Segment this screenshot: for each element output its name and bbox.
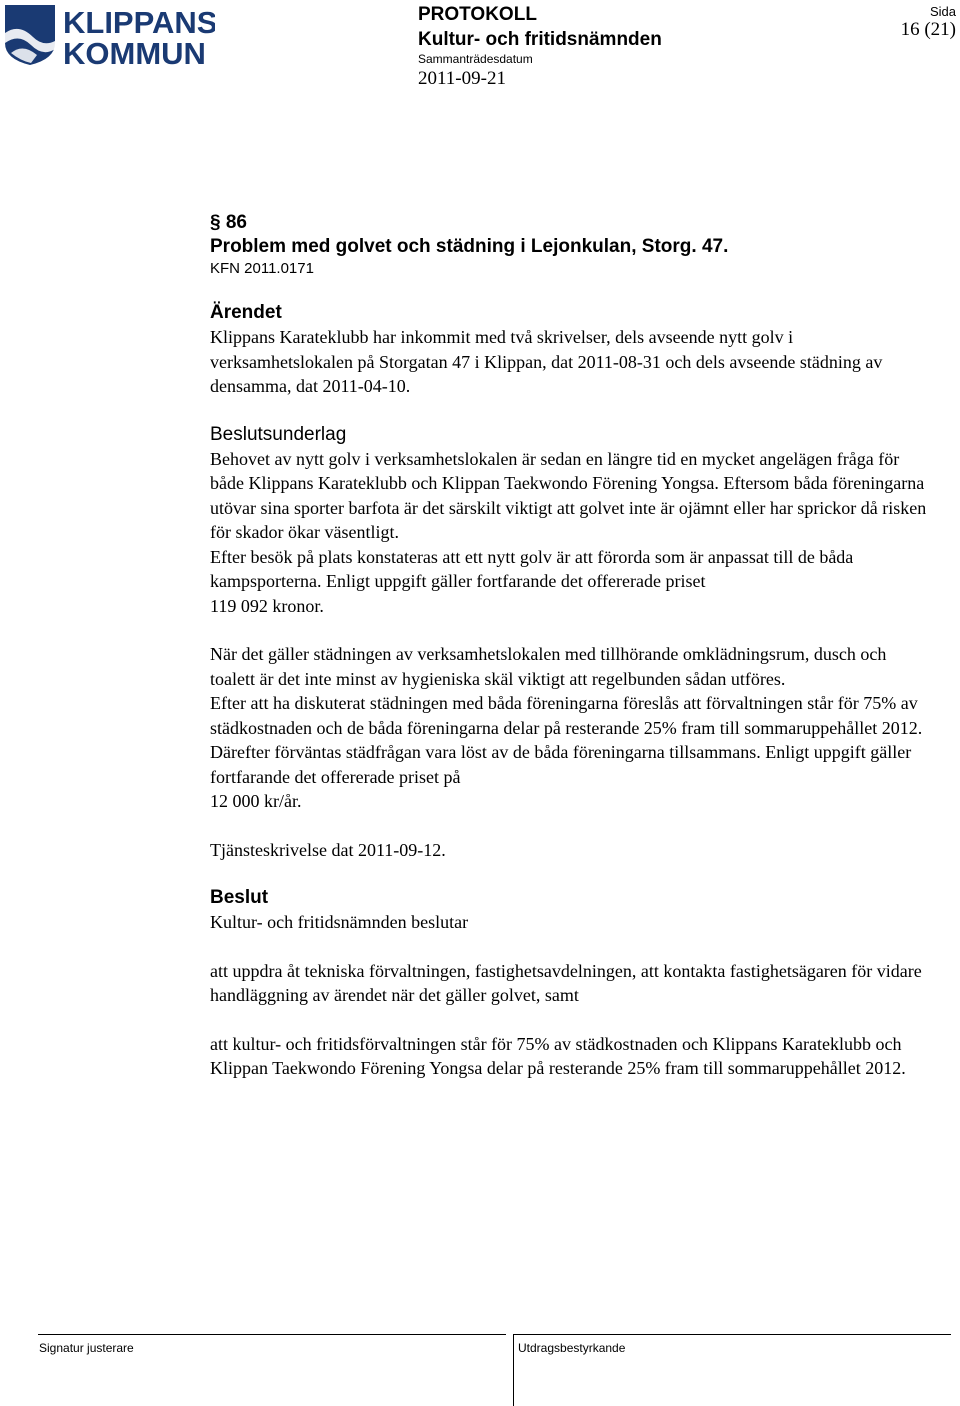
- cleaning-price: 12 000 kr/år.: [210, 791, 302, 811]
- beslut-heading: Beslut: [210, 887, 269, 908]
- item-title: Problem med golvet och städning i Lejonkulan, Storg. 47.: [210, 236, 729, 257]
- signature-line-right: [513, 1334, 951, 1335]
- logo-text-line2: KOMMUN: [63, 36, 206, 67]
- beslutsunderlag-paragraph-2: Efter besök på plats konstateras att ett nytt golv är att förorda som är anpassat till de båda kampsporterna. Enligt uppgift gäller fortfarande det offererade priset: [210, 546, 854, 591]
- signature-line-left: [38, 1334, 506, 1335]
- cleaning-paragraph-1: När det gäller städningen av verksamhetslokalen med tillhörande omklädningsrum, dusch och toalett är det inte minst av hygieniska skäl viktigt att regelbunden sådan utföres.: [210, 644, 887, 689]
- beslutsunderlag-heading: Beslutsunderlag: [210, 423, 347, 445]
- decision-2: att kultur- och fritidsförvaltningen står för 75% av städkostnaden och Klippans Karateklubb och Klippan Taekwondo Förening Yongsa delar på resterande 25% fram till sommaruppehållet 2012.: [210, 1033, 906, 1078]
- beslut-intro: Kultur- och fritidsnämnden beslutar: [210, 912, 469, 932]
- page-number: 16 (21): [900, 19, 956, 40]
- minutes-item: [210, 211, 930, 1081]
- committee-name: Kultur- och fritidsnämnden: [418, 29, 662, 50]
- meeting-date: 2011-09-21: [418, 68, 506, 89]
- signature-label: Signatur justerare: [39, 1341, 134, 1355]
- footer-divider: [513, 1334, 514, 1406]
- page-label: Sida: [929, 4, 956, 19]
- decision-1: att uppdra åt tekniska förvaltningen, fastighetsavdelningen, att kontakta fastighetsägaren för vidare handläggning av ärendet när det gäller golvet, samt: [210, 960, 922, 1005]
- logo-text-line1: KLIPPANS: [63, 5, 215, 40]
- klippans-kommun-logo-mark: [3, 3, 215, 67]
- kommun-logo: [3, 3, 215, 67]
- section-number: § 86: [210, 212, 247, 233]
- meeting-date-label: Sammanträdesdatum: [418, 52, 533, 66]
- arendet-heading: Ärendet: [210, 302, 282, 323]
- floor-price: 119 092 kronor.: [210, 595, 324, 616]
- item-reference: KFN 2011.0171: [210, 260, 314, 277]
- tjansteskrivelse-reference: Tjänsteskrivelse dat 2011-09-12.: [210, 839, 446, 860]
- extract-label: Utdragsbestyrkande: [518, 1341, 626, 1355]
- arendet-text: Klippans Karateklubb har inkommit med två skrivelser, dels avseende nytt golv i verksamhetslokalen på Storgatan 47 i Klippan, dat 2011-08-31 och dels avseende städning av densamma, dat 2011-04-10.: [210, 327, 883, 396]
- beslutsunderlag-paragraph-1: Behovet av nytt golv i verksamhetslokalen är sedan en längre tid en mycket angelägen fråga för både Klippans Karateklubb och Klippan Taekwondo Förening Yongsa. Eftersom båda föreningarna utövar sina sporter barfota är det särskilt viktigt att golvet inte är ojämnt eller har sprickor då risken för skador ökar väsentligt.: [210, 448, 927, 542]
- document-type: PROTOKOLL: [418, 4, 537, 25]
- cleaning-paragraph-2: Efter att ha diskuterat städningen med båda föreningarna föreslås att förvaltningen står för 75% av städkostnaden och de båda föreningarna delar på resterande 25% fram till sommaruppehållet 2012. Därefter förväntas städfrågan vara löst av de båda föreningarna tillsammans. Enligt uppgift gäller fortfarande det offererade priset på: [210, 693, 923, 787]
